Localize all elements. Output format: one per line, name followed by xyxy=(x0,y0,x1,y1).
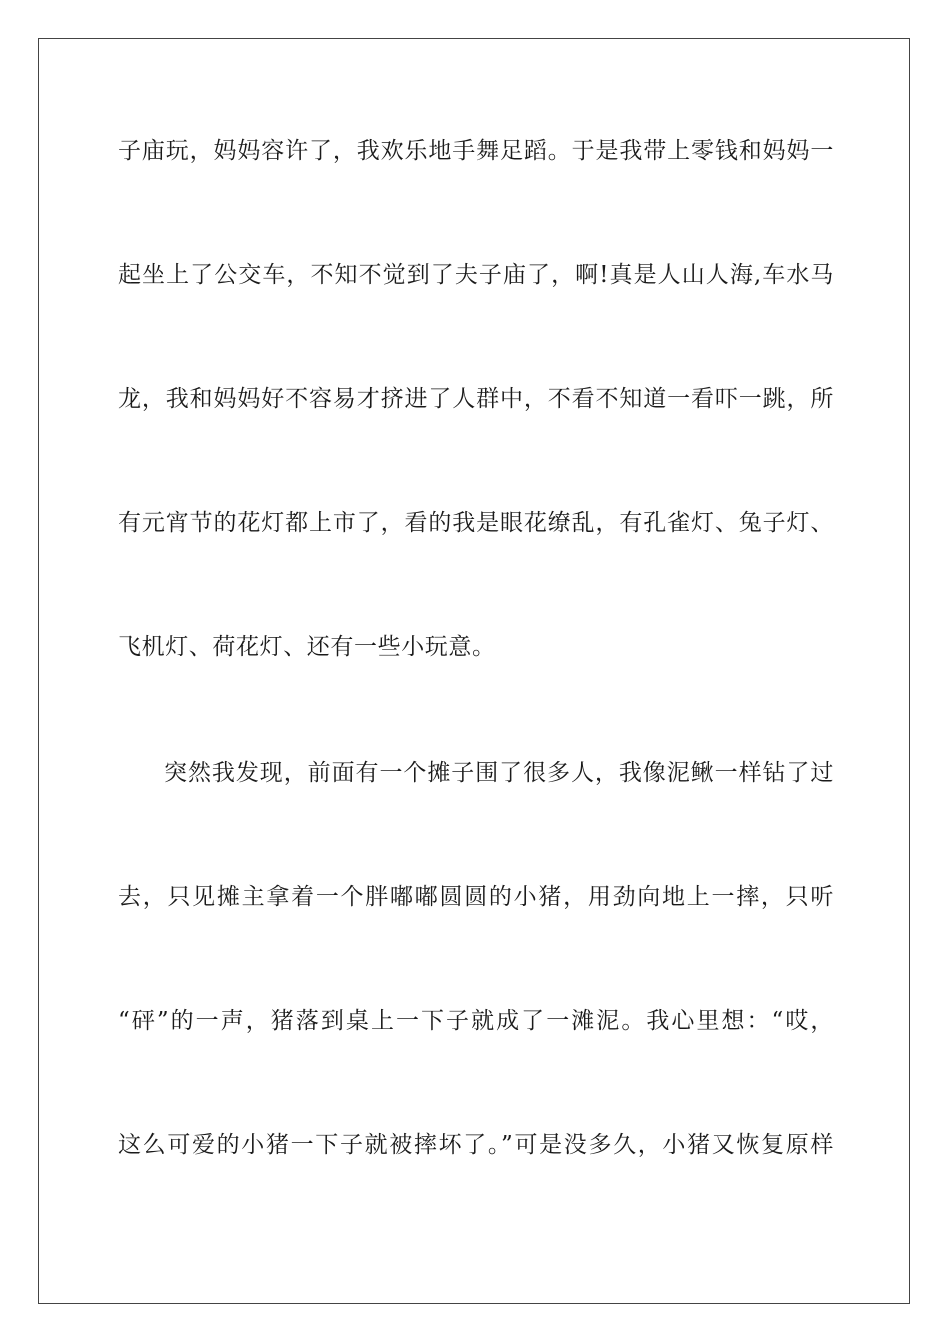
body-text-line: 起坐上了公交车，不知不觉到了夫子庙了，啊!真是人山人海,车水马 xyxy=(118,262,834,288)
paragraph-first-line: 突然我发现，前面有一个摊子围了很多人，我像泥鳅一样钻了过 xyxy=(164,760,834,786)
body-text-line: 去，只见摊主拿着一个胖嘟嘟圆圆的小猪，用劲向地上一摔，只听 xyxy=(118,884,834,910)
body-text-line: 有元宵节的花灯都上市了，看的我是眼花缭乱，有孔雀灯、兔子灯、 xyxy=(118,510,834,536)
body-text-line: 飞机灯、荷花灯、还有一些小玩意。 xyxy=(118,634,496,660)
body-text-line: 这么可爱的小猪一下子就被摔坏了。”可是没多久，小猪又恢复原样 xyxy=(118,1132,834,1158)
body-text-line: 子庙玩，妈妈容许了，我欢乐地手舞足蹈。于是我带上零钱和妈妈一 xyxy=(118,138,834,164)
page-border xyxy=(38,38,910,1304)
body-text-line: 龙，我和妈妈好不容易才挤进了人群中，不看不知道一看吓一跳，所 xyxy=(118,386,834,412)
body-text-line: “砰”的一声，猪落到桌上一下子就成了一滩泥。我心里想：“哎， xyxy=(118,1008,834,1034)
